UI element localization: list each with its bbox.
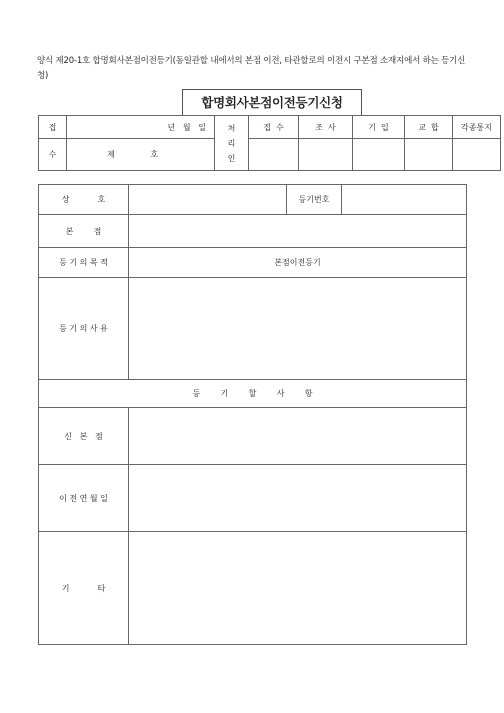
cell-giip[interactable] [353,139,405,171]
row-other [39,532,467,645]
head-office-label: 본 점 [39,215,129,248]
cell-gyohap[interactable] [405,139,453,171]
col-jeopsu: 접 수 [249,116,299,139]
registration-form-table [38,184,467,645]
col-josa: 조 사 [299,116,353,139]
processor-label: 처 리 인 [215,116,249,171]
new-office-label: 신 본 점 [39,408,129,465]
row-head-office [39,215,467,248]
other-label: 기 타 [39,532,129,645]
reg-number-label: 등기번호 [287,185,342,215]
row-new-office [39,408,467,465]
receipt-number-label: 제 호 [67,139,215,171]
row-transfer-date [39,465,467,532]
row-reason [39,278,467,380]
cell-josa[interactable] [299,139,353,171]
row-company-name [39,185,467,215]
row-matters-header [39,380,467,408]
receipt-jeop-label: 접 [39,116,67,139]
form-caption: 양식 제20-1호 합명회사본점이전등기(동일관할 내에서의 본점 이전, 타관할로의 이전시 구본점 소재지에서 하는 등기신청) [37,56,466,81]
cell-jeopsu[interactable] [249,139,299,171]
receipt-date-label: 년 월 일 [67,116,215,139]
cell-notices[interactable] [453,139,501,171]
col-giip: 기 입 [353,116,405,139]
receipt-table [38,115,501,171]
company-name-field[interactable] [129,185,287,215]
row-purpose [39,248,467,278]
form-title: 합명회사본점이전등기신청 [182,89,362,115]
company-name-label: 상 호 [39,185,129,215]
new-office-field[interactable] [129,408,467,465]
reg-number-field[interactable] [342,185,467,215]
col-notices: 각종통지 [453,116,501,139]
head-office-field[interactable] [129,215,467,248]
transfer-date-label: 이 전 연 월 일 [39,465,129,532]
col-gyohap: 교 합 [405,116,453,139]
reason-label: 등 기 의 사 유 [39,278,129,380]
purpose-label: 등 기 의 목 적 [39,248,129,278]
reason-field[interactable] [129,278,467,380]
other-field[interactable] [129,532,467,645]
receipt-su-label: 수 [39,139,67,171]
matters-header: 등 기 할 사 항 [39,380,467,408]
transfer-date-field[interactable] [129,465,467,532]
purpose-value: 본점이전등기 [129,248,467,278]
